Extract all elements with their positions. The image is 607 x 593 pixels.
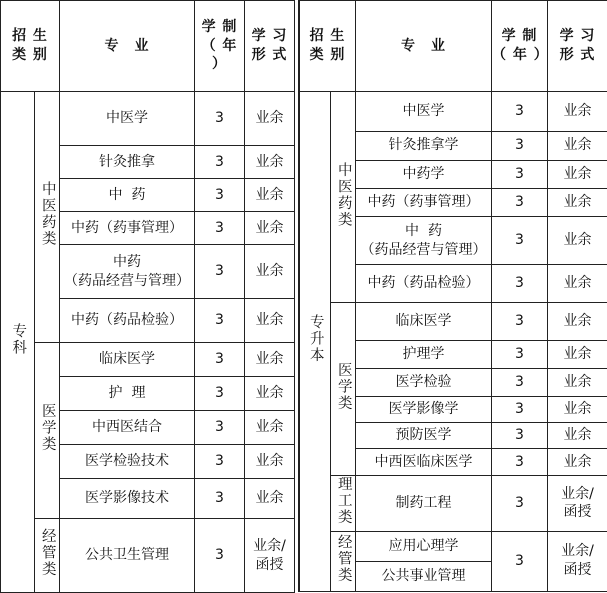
mode-text: 业余 bbox=[548, 400, 607, 419]
mode-cell bbox=[245, 299, 295, 343]
header-duration-line2: （ 年 ） bbox=[195, 37, 244, 75]
major-text: 医学检验技术 bbox=[60, 452, 194, 471]
group-label: 经管类 bbox=[37, 528, 57, 578]
major-text: 中西医结合 bbox=[60, 418, 194, 437]
mode-cell bbox=[245, 519, 295, 593]
major-text: 公共事业管理 bbox=[356, 567, 491, 586]
years-cell: 3 bbox=[492, 531, 548, 591]
major-cell bbox=[356, 340, 492, 368]
mode-cell bbox=[245, 212, 295, 245]
mode-text: 业余 bbox=[245, 186, 294, 205]
mode-cell bbox=[245, 179, 295, 212]
years-cell: 3 bbox=[195, 479, 245, 519]
mode-cell bbox=[245, 479, 295, 519]
table-row bbox=[300, 476, 607, 531]
major-cell bbox=[60, 146, 195, 179]
mode-text: 业余 bbox=[245, 418, 294, 437]
table-row bbox=[1, 519, 295, 593]
major-cell bbox=[356, 476, 492, 531]
major-text: 中医学 bbox=[356, 102, 491, 121]
major-text: 护 理 bbox=[60, 384, 194, 403]
major-cell bbox=[60, 212, 195, 245]
years-cell: 3 bbox=[492, 423, 548, 449]
years-cell: 3 bbox=[195, 299, 245, 343]
mode-text: 业余/ bbox=[245, 537, 294, 556]
years-cell: 3 bbox=[195, 245, 245, 299]
header-mode bbox=[548, 1, 607, 92]
major-cell bbox=[60, 411, 195, 445]
years-cell: 3 bbox=[492, 265, 548, 303]
mode-cell bbox=[548, 92, 607, 131]
mode-text: 业余 bbox=[245, 153, 294, 172]
mode-text: 业余 bbox=[245, 489, 294, 508]
major-cell bbox=[356, 396, 492, 422]
major-text: 针灸推拿 bbox=[60, 153, 194, 172]
major-text: 公共卫生管理 bbox=[60, 546, 194, 565]
group-cell bbox=[35, 343, 60, 519]
group-label: 医学类 bbox=[37, 403, 57, 453]
mode-cell bbox=[245, 146, 295, 179]
level-label: 专升本 bbox=[305, 314, 325, 364]
major-text: 预防医学 bbox=[356, 426, 491, 445]
group-cell bbox=[35, 92, 60, 343]
group-cell bbox=[331, 531, 356, 591]
mode-text: 业余 bbox=[548, 231, 607, 250]
major-cell bbox=[356, 131, 492, 160]
mode-cell bbox=[548, 160, 607, 188]
mode-text: 业余 bbox=[548, 312, 607, 331]
major-cell bbox=[356, 561, 492, 591]
header-duration-line2: （ 年 ） bbox=[492, 46, 547, 65]
major-cell bbox=[356, 368, 492, 396]
major-cell bbox=[356, 449, 492, 476]
years-cell: 3 bbox=[492, 303, 548, 340]
major-text: 护理学 bbox=[356, 345, 491, 364]
header-major: 专 业 bbox=[60, 1, 195, 92]
major-text: 临床医学 bbox=[356, 312, 491, 331]
level-label: 专科 bbox=[8, 323, 28, 356]
mode-cell bbox=[548, 368, 607, 396]
header-category-line1: 招 生 bbox=[300, 27, 355, 46]
mode-text-line2: 函授 bbox=[548, 503, 607, 522]
years-cell: 3 bbox=[195, 377, 245, 411]
group-label: 理工类 bbox=[333, 476, 353, 526]
mode-text-line2: 函授 bbox=[548, 561, 607, 580]
years-cell: 3 bbox=[492, 368, 548, 396]
table-row bbox=[300, 531, 607, 561]
header-mode-line2: 形 式 bbox=[245, 46, 294, 65]
header-row bbox=[1, 1, 295, 92]
mode-text-line2: 函授 bbox=[245, 556, 294, 575]
level-cell bbox=[300, 92, 331, 592]
mode-text: 业余 bbox=[548, 193, 607, 212]
table-row bbox=[1, 92, 295, 146]
header-duration bbox=[195, 1, 245, 92]
mode-text: 业余 bbox=[548, 426, 607, 445]
mode-text: 业余 bbox=[245, 219, 294, 238]
mode-cell bbox=[245, 92, 295, 146]
major-text: 中西医临床医学 bbox=[356, 453, 491, 472]
major-text: 中药（药事管理） bbox=[60, 219, 194, 238]
mode-text: 业余 bbox=[245, 350, 294, 369]
mode-cell bbox=[548, 476, 607, 531]
years-cell: 3 bbox=[195, 519, 245, 593]
mode-text: 业余 bbox=[548, 274, 607, 293]
group-cell bbox=[331, 476, 356, 531]
header-category bbox=[1, 1, 60, 92]
major-cell bbox=[356, 531, 492, 561]
years-cell: 3 bbox=[492, 340, 548, 368]
group-label: 中医药类 bbox=[333, 162, 353, 228]
major-text-line2: （药品经营与管理） bbox=[60, 272, 194, 291]
major-text: 中医学 bbox=[60, 109, 194, 128]
header-mode-line2: 形 式 bbox=[548, 46, 607, 65]
major-cell bbox=[60, 479, 195, 519]
mode-text: 业余 bbox=[245, 384, 294, 403]
group-label: 经管类 bbox=[333, 534, 353, 584]
major-cell bbox=[60, 299, 195, 343]
table-row bbox=[300, 92, 607, 131]
mode-text: 业余 bbox=[245, 109, 294, 128]
header-mode bbox=[245, 1, 295, 92]
header-major: 专 业 bbox=[356, 1, 492, 92]
mode-cell bbox=[245, 377, 295, 411]
years-cell: 3 bbox=[492, 476, 548, 531]
mode-cell bbox=[548, 217, 607, 265]
years-cell: 3 bbox=[195, 92, 245, 146]
mode-cell bbox=[548, 188, 607, 216]
major-text: 中药 bbox=[60, 253, 194, 272]
table-zhuanshengben bbox=[299, 0, 607, 592]
years-cell: 3 bbox=[492, 160, 548, 188]
mode-text: 业余 bbox=[548, 453, 607, 472]
mode-cell bbox=[245, 343, 295, 377]
mode-text: 业余/ bbox=[548, 485, 607, 504]
header-category-line1: 招 生 bbox=[1, 27, 59, 46]
major-cell bbox=[60, 92, 195, 146]
major-text: 临床医学 bbox=[60, 350, 194, 369]
years-cell: 3 bbox=[492, 449, 548, 476]
group-label: 中医药类 bbox=[37, 181, 57, 247]
mode-cell bbox=[548, 423, 607, 449]
header-duration-line1: 学 制 bbox=[492, 27, 547, 46]
header-category-line2: 类 别 bbox=[300, 46, 355, 65]
mode-cell bbox=[548, 396, 607, 422]
major-cell bbox=[60, 377, 195, 411]
mode-cell bbox=[548, 340, 607, 368]
header-duration bbox=[492, 1, 548, 92]
major-cell bbox=[60, 179, 195, 212]
table-row bbox=[1, 343, 295, 377]
major-text: 中药（药品检验） bbox=[60, 311, 194, 330]
level-cell bbox=[1, 92, 35, 593]
major-text: 中药学 bbox=[356, 165, 491, 184]
header-category bbox=[300, 1, 356, 92]
major-text: 医学影像学 bbox=[356, 400, 491, 419]
major-cell bbox=[60, 245, 195, 299]
mode-cell bbox=[245, 411, 295, 445]
years-cell: 3 bbox=[492, 396, 548, 422]
header-mode-line1: 学 习 bbox=[245, 27, 294, 46]
major-cell bbox=[60, 519, 195, 593]
major-text: 中药（药品检验） bbox=[356, 274, 491, 293]
years-cell: 3 bbox=[195, 445, 245, 479]
years-cell: 3 bbox=[492, 131, 548, 160]
mode-text: 业余 bbox=[548, 136, 607, 155]
header-category-line2: 类 别 bbox=[1, 46, 59, 65]
major-text: 针灸推拿学 bbox=[356, 136, 491, 155]
years-cell: 3 bbox=[492, 217, 548, 265]
mode-cell bbox=[548, 131, 607, 160]
major-cell bbox=[356, 188, 492, 216]
years-cell: 3 bbox=[492, 92, 548, 131]
major-cell bbox=[356, 92, 492, 131]
mode-text: 业余 bbox=[548, 345, 607, 364]
major-text-line2: （药品经营与管理） bbox=[356, 241, 491, 260]
major-text: 应用心理学 bbox=[356, 537, 491, 556]
table-row bbox=[300, 303, 607, 340]
group-cell bbox=[331, 303, 356, 476]
major-cell bbox=[356, 265, 492, 303]
major-text: 中药（药事管理） bbox=[356, 193, 491, 212]
mode-cell bbox=[548, 303, 607, 340]
major-text: 制药工程 bbox=[356, 494, 491, 513]
major-cell bbox=[60, 445, 195, 479]
major-text: 医学影像技术 bbox=[60, 489, 194, 508]
mode-text: 业余/ bbox=[548, 542, 607, 561]
group-cell bbox=[35, 519, 60, 593]
major-text: 医学检验 bbox=[356, 373, 491, 392]
mode-text: 业余 bbox=[245, 311, 294, 330]
mode-cell bbox=[548, 265, 607, 303]
header-mode-line1: 学 习 bbox=[548, 27, 607, 46]
years-cell: 3 bbox=[195, 146, 245, 179]
major-cell bbox=[356, 303, 492, 340]
mode-text: 业余 bbox=[548, 102, 607, 121]
group-label: 医学类 bbox=[333, 362, 353, 412]
mode-cell bbox=[548, 531, 607, 591]
mode-cell bbox=[245, 445, 295, 479]
major-cell bbox=[356, 160, 492, 188]
major-text: 中 药 bbox=[356, 222, 491, 241]
table-zhuanke bbox=[0, 0, 295, 593]
header-row bbox=[300, 1, 607, 92]
group-cell bbox=[331, 92, 356, 303]
header-duration-line1: 学 制 bbox=[195, 18, 244, 37]
years-cell: 3 bbox=[195, 212, 245, 245]
years-cell: 3 bbox=[195, 411, 245, 445]
years-cell: 3 bbox=[492, 188, 548, 216]
major-cell bbox=[60, 343, 195, 377]
major-cell bbox=[356, 423, 492, 449]
major-cell bbox=[356, 217, 492, 265]
mode-text: 业余 bbox=[245, 452, 294, 471]
years-cell: 3 bbox=[195, 179, 245, 212]
mode-text: 业余 bbox=[548, 165, 607, 184]
mode-cell bbox=[245, 245, 295, 299]
years-cell: 3 bbox=[195, 343, 245, 377]
mode-cell bbox=[548, 449, 607, 476]
mode-text: 业余 bbox=[245, 262, 294, 281]
major-text: 中 药 bbox=[60, 186, 194, 205]
mode-text: 业余 bbox=[548, 373, 607, 392]
